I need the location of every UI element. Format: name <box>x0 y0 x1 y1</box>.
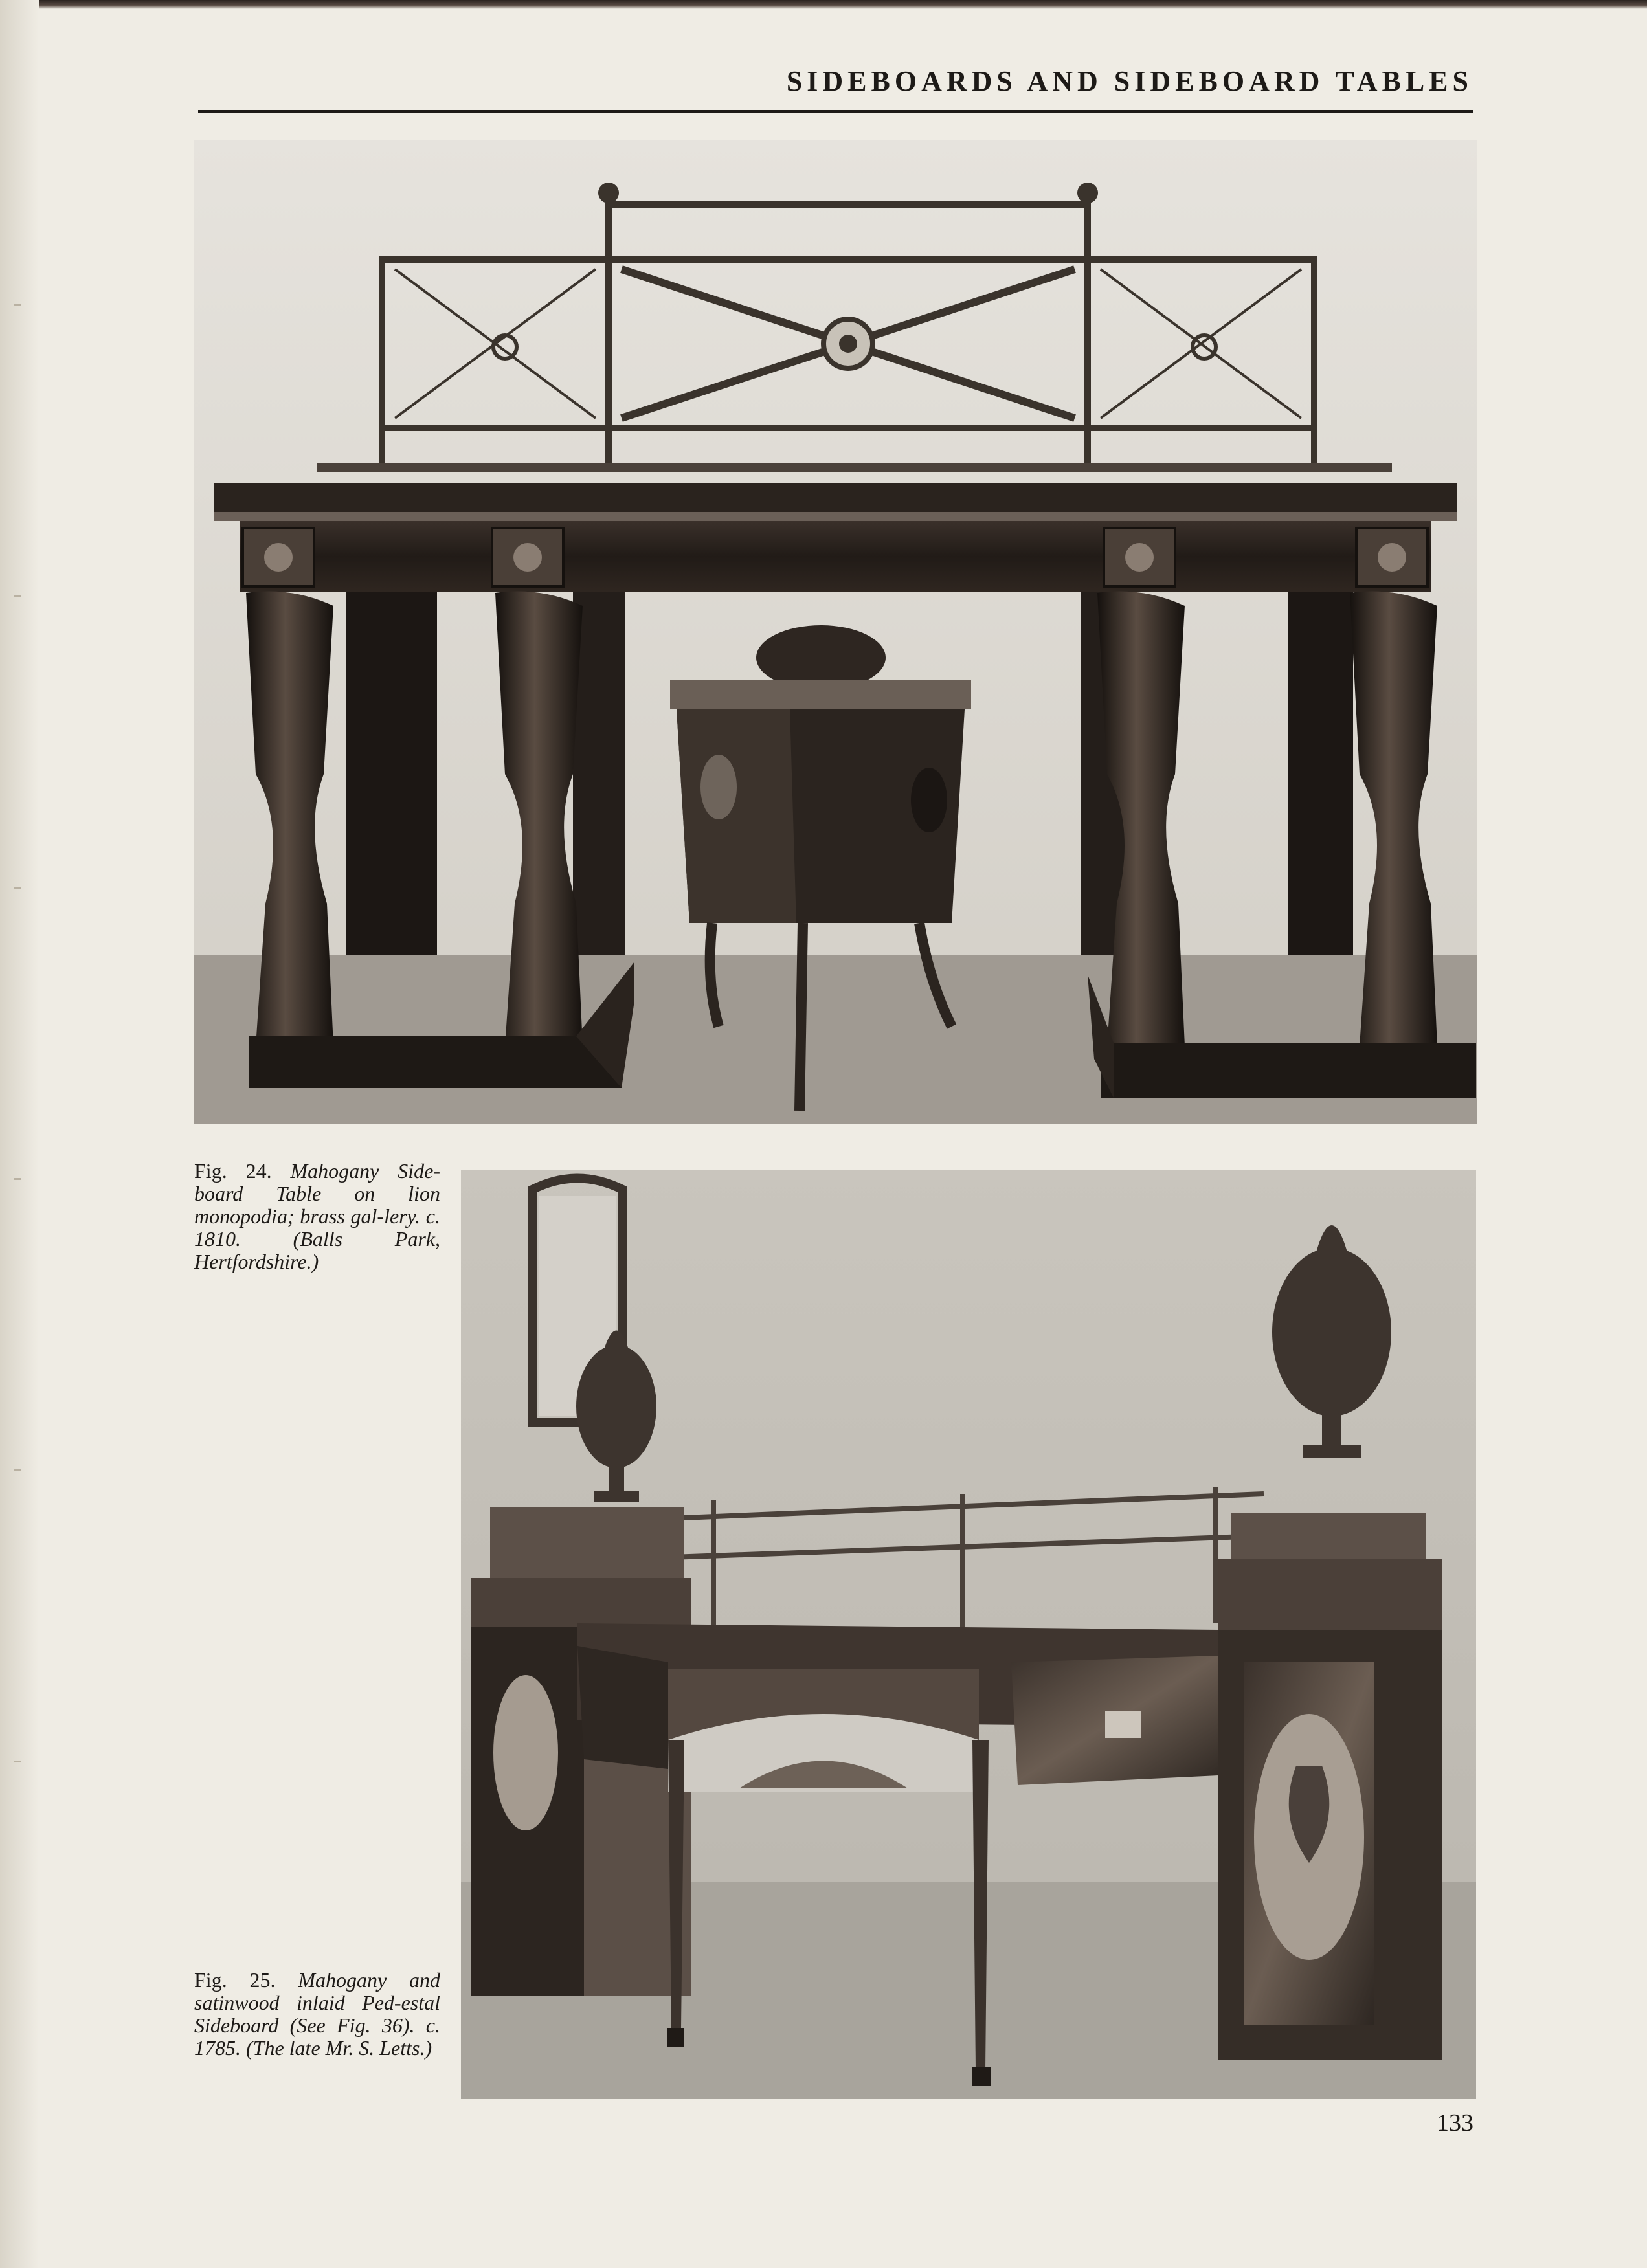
figure-25-caption-text: Mahogany and satinwood inlaid Ped-estal Sideboard (See Fig. 36). c. 1785. (The late Mr. S. Letts.) <box>194 1968 441 2060</box>
page-top-edge <box>0 0 1647 9</box>
pedestal-sideboard-illustration <box>461 1170 1476 2099</box>
header-rule <box>198 110 1473 113</box>
binding-stitch <box>14 887 21 889</box>
figure-25-caption <box>194 1969 440 2060</box>
figure-24-caption <box>194 1160 440 1273</box>
figure-24-caption-text: Mahogany Side-board Table on lion monopodia; brass gal-lery. c. 1810. (Balls Park, Hertfordshire.) <box>194 1159 441 1273</box>
binding-stitch <box>14 1178 21 1180</box>
running-head: SIDEBOARDS AND SIDEBOARD TABLES <box>786 65 1473 97</box>
sideboard-table-illustration <box>194 140 1477 1124</box>
binding-gutter <box>0 0 39 2268</box>
binding-stitch <box>14 1761 21 1762</box>
figure-25-photo <box>461 1170 1476 2099</box>
figure-24-photo <box>194 140 1477 1124</box>
binding-stitch <box>14 304 21 306</box>
page-number: 133 <box>1437 2109 1473 2137</box>
figure-25-label: Fig. 25. <box>194 1968 276 1992</box>
binding-stitch <box>14 595 21 597</box>
binding-stitch <box>14 1469 21 1471</box>
figure-24-label: Fig. 24. <box>194 1159 272 1183</box>
